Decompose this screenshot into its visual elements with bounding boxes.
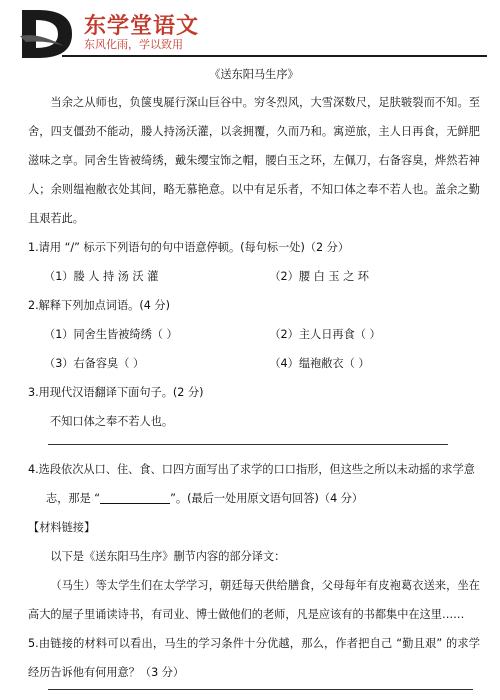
question-1-prompt: 1.请用 “/” 标示下列语句的句中语意停顿。(每句标一处)（2 分） bbox=[28, 241, 350, 254]
page-header bbox=[0, 0, 500, 60]
answer-line[interactable] bbox=[48, 444, 448, 445]
worksheet-content bbox=[28, 62, 480, 687]
question-2-items-row-1 bbox=[28, 320, 480, 349]
brand-logo-icon bbox=[18, 6, 78, 60]
answer-line[interactable] bbox=[48, 689, 473, 690]
passage-text: 当余之从师也，负箧曳屣行深山巨谷中。穷冬烈风，大雪深数尺，足肤皲裂而不知。至舍，四支僵劲不能动，媵人持汤沃灌，以衾拥覆，久而乃和。寓逆旅，主人日再食，无鲜肥滋味之享。同舍生皆被绮绣，戴朱缨宝饰之帽，腰白玉之环，左佩刀，右备容臭，烨然若神人；余则缊袍敝衣处其间，略无慕艳意。以中有足乐者，不知口体之奉不若人也。盖余之勤且艰若此。 bbox=[28, 96, 480, 225]
question-4-line-2 bbox=[28, 484, 480, 513]
question-1-item: （1）媵 人 持 汤 沃 灌 bbox=[44, 270, 159, 283]
header-divider bbox=[62, 55, 487, 57]
material-text: （马生）等太学生们在太学学习，朝廷每天供给膳食，父母每年有皮袍葛衣送来，坐在高大的屋子里诵读诗书，有司业、博士做他们的老师，凡是应该有的书都集中在这里…… bbox=[28, 579, 480, 621]
question-4-blank[interactable] bbox=[100, 491, 170, 504]
question-2-item: （3）右备容臭（ ） bbox=[44, 357, 145, 370]
question-4-prefix: 志，那是 “ bbox=[46, 492, 101, 505]
material-heading: 【材料链接】 bbox=[28, 521, 96, 534]
question-1-items bbox=[28, 262, 480, 291]
question-2-prompt: 2.解释下列加点词语。(4 分) bbox=[28, 299, 170, 312]
question-4-prompt bbox=[28, 455, 480, 513]
material-intro: 以下是《送东阳马生序》删节内容的部分译文： bbox=[50, 550, 286, 563]
question-4-suffix: ”。(最后一处用原文语句回答)（4 分） bbox=[170, 492, 364, 505]
question-2-item: （2）主人日再食（ ） bbox=[269, 328, 381, 341]
question-2-items-row-2 bbox=[28, 349, 480, 378]
question-3-sentence: 不知口体之奉不若人也。 bbox=[50, 415, 174, 428]
question-5-prompt: 5.由链接的材料可以看出，马生的学习条件十分优越，那么，作者把自己 “勤且艰” 的求学经历告诉他有何用意？（3 分） bbox=[28, 637, 480, 679]
page-title: 《送东阳马生序》 bbox=[209, 68, 299, 81]
question-3-prompt: 3.用现代汉语翻译下面句子。(2 分) bbox=[28, 386, 204, 399]
question-2-item: （1）同舍生皆被绮绣（ ） bbox=[44, 328, 178, 341]
question-4-line-1: 4.选段依次从口、住、食、口四方面写出了求学的口口指形，但这些之所以未动摇的求学意 bbox=[28, 463, 475, 476]
brand-name: 东学堂语文 bbox=[84, 14, 200, 39]
question-1-item: （2）腰 白 玉 之 环 bbox=[269, 270, 369, 283]
question-2-item: （4）缊袍敝衣（ ） bbox=[269, 357, 370, 370]
brand-slogan: 东风化雨，学以致用 bbox=[84, 38, 183, 51]
